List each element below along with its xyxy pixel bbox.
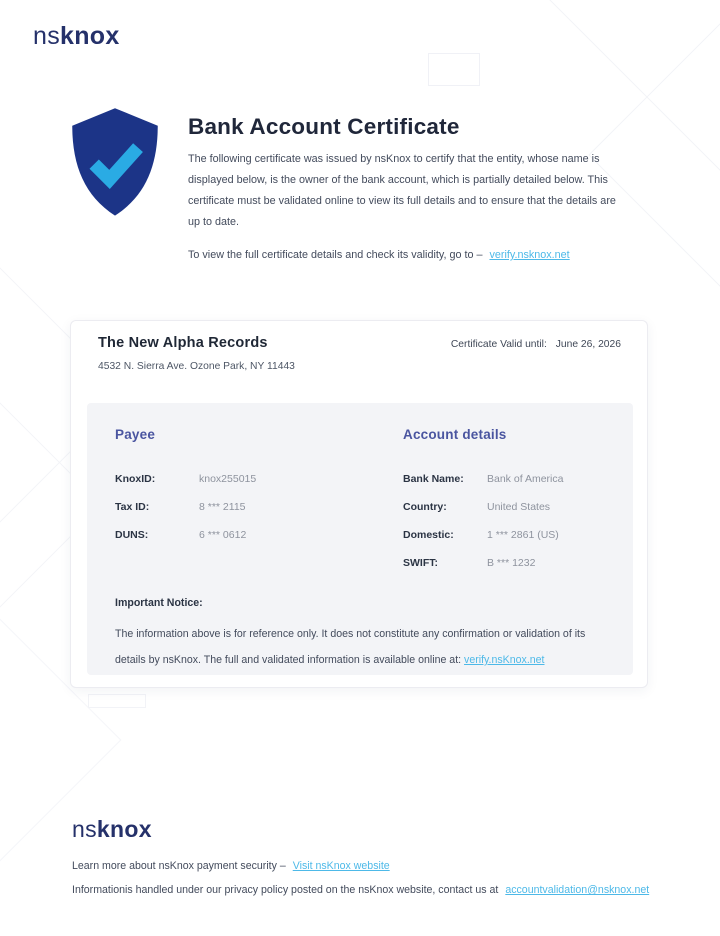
account-field-value: Bank of America: [487, 473, 564, 485]
footer-learn-more-text: Learn more about nsKnox payment security –: [72, 860, 286, 872]
notice-verify-link[interactable]: verify.nsKnox.net: [464, 654, 545, 666]
payee-field-value: 6 *** 0612: [199, 529, 247, 541]
payee-field-value: knox255015: [199, 473, 257, 485]
logo-suffix: knox: [60, 22, 120, 50]
payee-field-label: KnoxID:: [115, 473, 156, 485]
account-field-label: Country:: [403, 501, 447, 513]
notice-body: The information above is for reference only. It does not constitute any confirmation or validation of its details by nsKnox. The full and validated information is available online at:: [115, 628, 586, 666]
account-field-label: Bank Name:: [403, 473, 464, 485]
verify-instruction: [188, 249, 570, 261]
background-rectangle-decoration: [88, 694, 146, 708]
valid-until-date: June 26, 2026: [555, 339, 621, 350]
account-details-heading: Account details: [403, 427, 507, 442]
shield-check-icon: [60, 106, 170, 220]
background-diamond-decoration: [546, 0, 720, 174]
account-field-value: United States: [487, 501, 551, 513]
account-field-label: Domestic:: [403, 529, 454, 541]
nsknox-logo: [33, 22, 120, 51]
valid-until: [451, 339, 621, 350]
visit-website-link[interactable]: Visit nsKnox website: [292, 860, 390, 872]
footer-learn-more: [72, 860, 390, 872]
logo-suffix: knox: [96, 816, 152, 842]
payee-heading: Payee: [115, 427, 156, 442]
payee-field-label: Tax ID:: [115, 501, 150, 513]
company-address: 4532 N. Sierra Ave. Ozone Park, NY 11443: [98, 361, 295, 372]
important-notice-heading: Important Notice:: [115, 597, 203, 609]
certificate-description: The following certificate was issued by nsKnox to certify that the entity, whose name is displayed below, is the owner of the bank account, which is partially detailed below. This certificate must be validated online to view its full details and to ensure that the details are up to date.: [188, 153, 616, 228]
important-notice-text: [115, 621, 613, 673]
verify-instruction-text: To view the full certificate details and check its validity, go to –: [188, 249, 483, 261]
account-field-value: 1 *** 2861 (US): [487, 529, 559, 541]
logo-prefix: ns: [33, 22, 61, 50]
footer-privacy: [72, 884, 649, 896]
nsknox-footer-logo: [72, 816, 152, 843]
valid-until-label: Certificate Valid until:: [450, 339, 547, 350]
payee-field-label: DUNS:: [115, 529, 149, 541]
payee-field-value: 8 *** 2115: [199, 501, 246, 513]
details-panel: [87, 403, 633, 675]
background-rectangle-decoration: [428, 53, 480, 86]
contact-email-link[interactable]: accountvalidation@nsknox.net: [505, 884, 650, 896]
company-name: The New Alpha Records: [98, 335, 268, 351]
certificate-card: [70, 320, 648, 688]
account-field-label: SWIFT:: [403, 557, 438, 569]
account-field-value: B *** 1232: [487, 557, 536, 569]
page-title: Bank Account Certificate: [188, 114, 460, 139]
verify-link[interactable]: verify.nsknox.net: [489, 249, 570, 261]
footer-privacy-text: Informationis handled under our privacy policy posted on the nsKnox website, contact us at: [72, 884, 499, 896]
logo-prefix: ns: [72, 816, 97, 842]
